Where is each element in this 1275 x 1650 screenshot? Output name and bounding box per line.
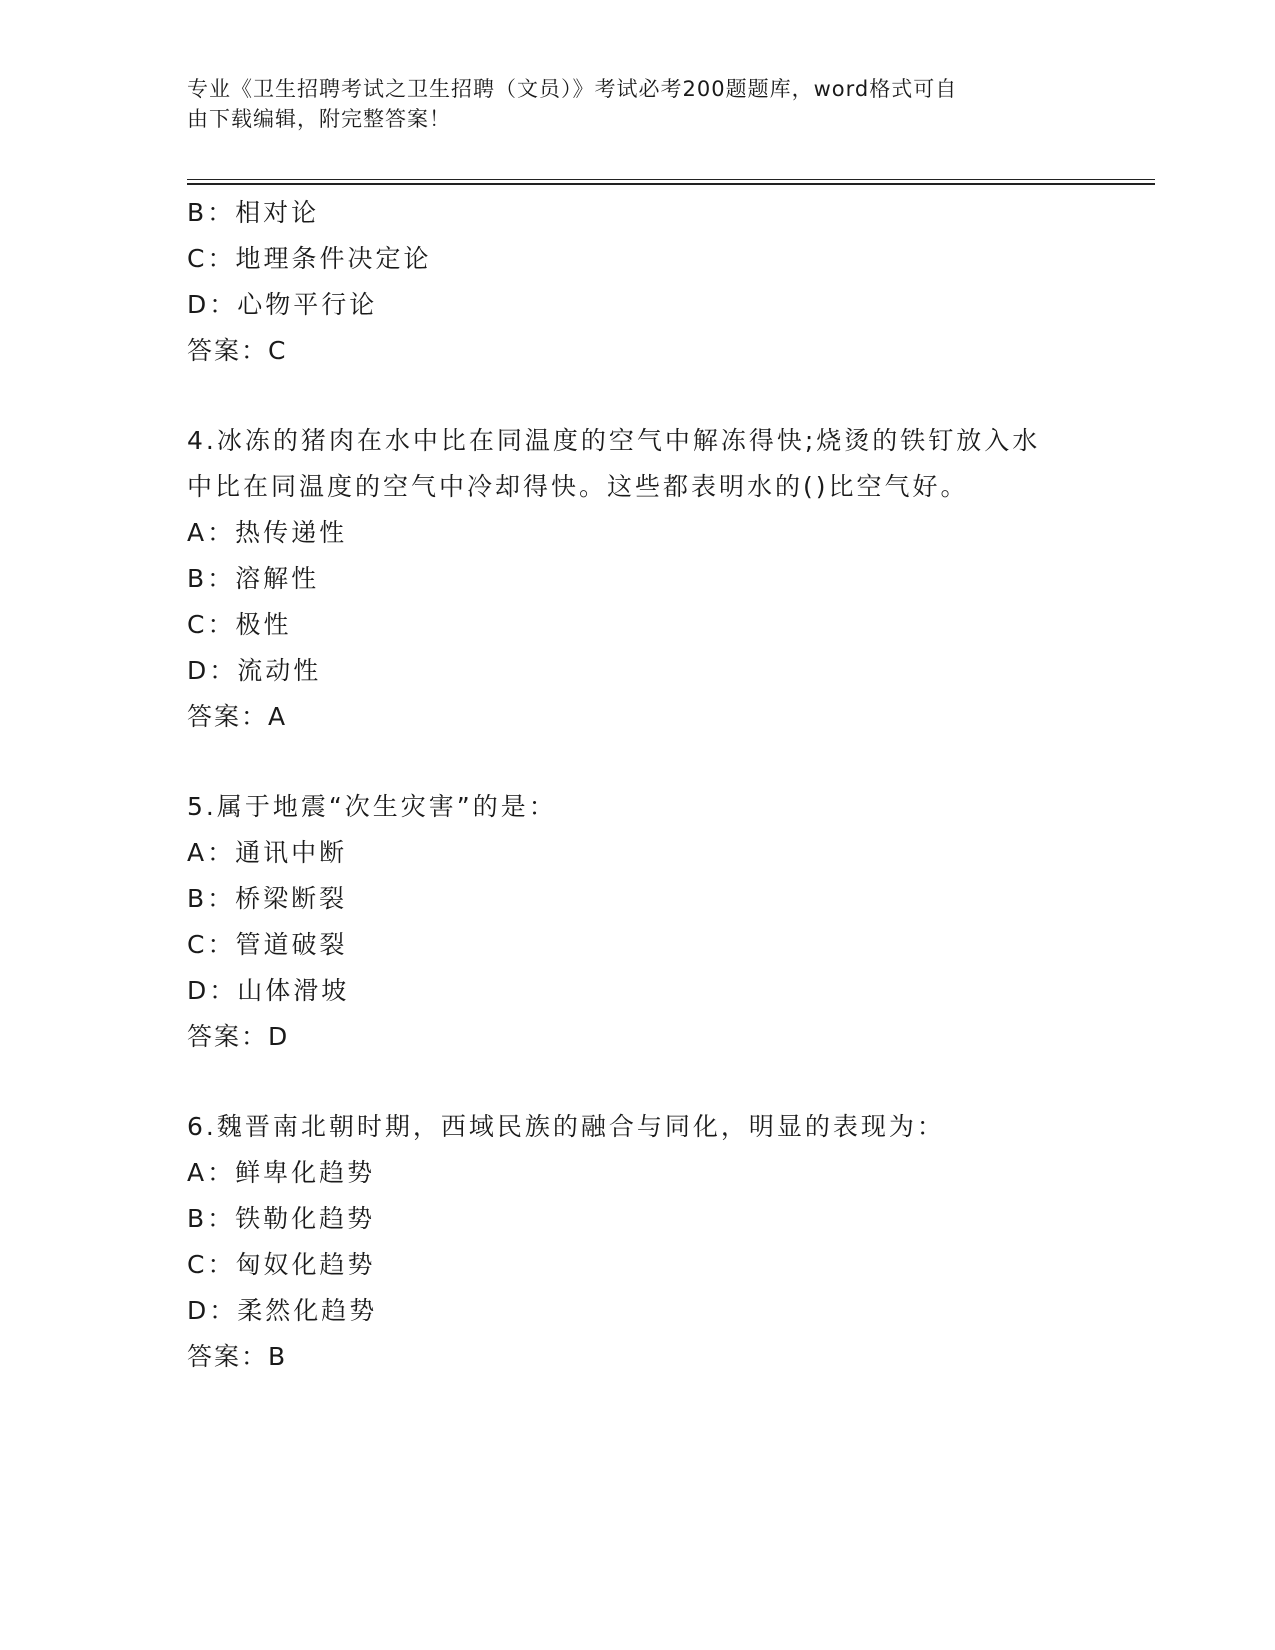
option-c: C：地理条件决定论 [187, 244, 432, 273]
question-text: 中比在同温度的空气中冷却得快。这些都表明水的()比空气好。 [187, 472, 969, 501]
option-a: A：通讯中断 [187, 838, 348, 867]
answer: 答案：A [187, 702, 288, 731]
question-list [187, 190, 1087, 1380]
header-divider-thick [187, 183, 1155, 185]
answer: 答案：B [187, 1342, 288, 1371]
header-line-1: 专业《卫生招聘考试之卫生招聘（文员）》考试必考200题题库，word格式可自 [187, 77, 958, 101]
option-a: A：热传递性 [187, 518, 348, 547]
option-c: C：匈奴化趋势 [187, 1250, 376, 1279]
question-4 [187, 418, 1087, 740]
option-c: C：极性 [187, 610, 292, 639]
option-d: D：山体滑坡 [187, 976, 350, 1005]
answer: 答案：C [187, 336, 288, 365]
question-6 [187, 1104, 1087, 1380]
option-d: D：柔然化趋势 [187, 1296, 378, 1325]
option-b: B：溶解性 [187, 564, 320, 593]
question-text: 4.冰冻的猪肉在水中比在同温度的空气中解冻得快;烧烫的铁钉放入水 [187, 426, 1041, 455]
continued-question [187, 190, 1087, 374]
question-5 [187, 784, 1087, 1060]
option-b: B：桥梁断裂 [187, 884, 348, 913]
header-line-2: 由下载编辑，附完整答案！ [187, 107, 451, 131]
option-c: C：管道破裂 [187, 930, 348, 959]
option-b: B：铁勒化趋势 [187, 1204, 376, 1233]
document-header [187, 74, 1067, 134]
question-text: 6.魏晋南北朝时期，西域民族的融合与同化，明显的表现为： [187, 1112, 945, 1141]
option-d: D：心物平行论 [187, 290, 378, 319]
header-divider-thin [187, 179, 1155, 180]
option-a: A：鲜卑化趋势 [187, 1158, 376, 1187]
question-text: 5.属于地震“次生灾害”的是： [187, 792, 557, 821]
option-d: D：流动性 [187, 656, 322, 685]
answer: 答案：D [187, 1022, 290, 1051]
option-b: B：相对论 [187, 198, 320, 227]
